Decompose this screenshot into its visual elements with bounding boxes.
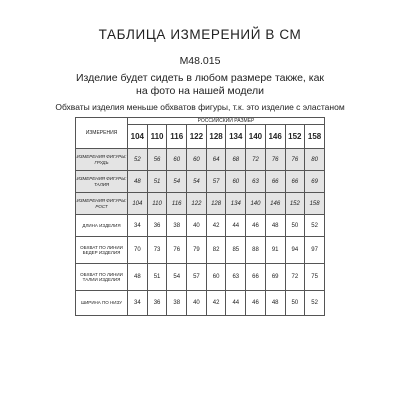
table-cell: 63 — [246, 171, 266, 193]
table-row — [76, 193, 325, 215]
table-cell: 40 — [187, 291, 207, 316]
row-label: ОБХВАТ ПО ЛИНИИ ТАЛИИ ИЗДЕЛИЯ — [76, 264, 128, 291]
table-cell: 64 — [206, 149, 226, 171]
size-table — [75, 117, 325, 316]
table-cell: 36 — [147, 215, 167, 237]
table-row — [76, 215, 325, 237]
table-cell: 73 — [147, 237, 167, 264]
table-cell: 76 — [285, 149, 305, 171]
table-cell: 60 — [167, 149, 187, 171]
table-cell: 66 — [246, 264, 266, 291]
table-cell: 70 — [128, 237, 148, 264]
russian-size-header: РОССИЙСКИЙ РАЗМЕР — [128, 118, 325, 125]
table-cell: 57 — [187, 264, 207, 291]
size-header-cell: 116 — [167, 125, 187, 149]
size-header-cell: 122 — [187, 125, 207, 149]
table-cell: 44 — [226, 291, 246, 316]
table-cell: 44 — [226, 215, 246, 237]
table-cell: 54 — [187, 171, 207, 193]
elastane-note: Обхваты изделия меньше обхватов фигуры, т.к. это изделие с эластаном — [55, 102, 345, 112]
table-cell: 63 — [226, 264, 246, 291]
table-cell: 60 — [187, 149, 207, 171]
table-cell: 52 — [305, 291, 325, 316]
table-cell: 42 — [206, 215, 226, 237]
table-cell: 52 — [305, 215, 325, 237]
row-label: ОБХВАТ ПО ЛИНИИ БЕДЕР ИЗДЕЛИЯ — [76, 237, 128, 264]
table-cell: 68 — [226, 149, 246, 171]
table-cell: 75 — [305, 264, 325, 291]
model-code: M48.015 — [179, 55, 221, 67]
size-header-cell: 110 — [147, 125, 167, 149]
page-title: ТАБЛИЦА ИЗМЕРЕНИЙ В СМ — [98, 27, 302, 42]
size-header-cell: 134 — [226, 125, 246, 149]
table-cell: 48 — [128, 264, 148, 291]
table-cell: 52 — [128, 149, 148, 171]
table-cell: 104 — [128, 193, 148, 215]
table-cell: 46 — [246, 291, 266, 316]
size-header-cell: 146 — [265, 125, 285, 149]
table-cell: 50 — [285, 215, 305, 237]
row-label: ИЗМЕРЕНИЯ ФИГУРЫ: РОСТ — [76, 193, 128, 215]
measurements-header: ИЗМЕРЕНИЯ — [76, 118, 128, 149]
table-row — [76, 291, 325, 316]
table-cell: 128 — [206, 193, 226, 215]
table-cell: 158 — [305, 193, 325, 215]
table-cell: 38 — [167, 215, 187, 237]
table-cell: 46 — [246, 215, 266, 237]
size-header-cell: 152 — [285, 125, 305, 149]
table-cell: 80 — [305, 149, 325, 171]
table-cell: 54 — [167, 171, 187, 193]
table-cell: 76 — [265, 149, 285, 171]
table-cell: 48 — [265, 291, 285, 316]
size-header-cell: 104 — [128, 125, 148, 149]
table-cell: 40 — [187, 215, 207, 237]
table-cell: 76 — [167, 237, 187, 264]
row-label: ДЛИНА ИЗДЕЛИЯ — [76, 215, 128, 237]
table-cell: 69 — [305, 171, 325, 193]
table-row — [76, 237, 325, 264]
table-cell: 60 — [206, 264, 226, 291]
table-row — [76, 264, 325, 291]
table-cell: 34 — [128, 291, 148, 316]
table-row — [76, 149, 325, 171]
table-cell: 57 — [206, 171, 226, 193]
table-cell: 51 — [147, 264, 167, 291]
table-cell: 116 — [167, 193, 187, 215]
table-cell: 36 — [147, 291, 167, 316]
table-cell: 146 — [265, 193, 285, 215]
fit-note: Изделие будет сидеть в любом размере также, как на фото на нашей модели — [75, 72, 325, 97]
table-cell: 50 — [285, 291, 305, 316]
table-cell: 51 — [147, 171, 167, 193]
table-cell: 134 — [226, 193, 246, 215]
table-cell: 110 — [147, 193, 167, 215]
table-group-header-row — [76, 118, 325, 125]
table-cell: 94 — [285, 237, 305, 264]
table-cell: 60 — [226, 171, 246, 193]
table-cell: 88 — [246, 237, 266, 264]
size-header-cell: 128 — [206, 125, 226, 149]
table-cell: 72 — [246, 149, 266, 171]
table-cell: 56 — [147, 149, 167, 171]
table-cell: 66 — [285, 171, 305, 193]
size-header-cell: 158 — [305, 125, 325, 149]
table-cell: 38 — [167, 291, 187, 316]
table-cell: 69 — [265, 264, 285, 291]
size-header-cell: 140 — [246, 125, 266, 149]
table-cell: 48 — [128, 171, 148, 193]
table-cell: 34 — [128, 215, 148, 237]
table-cell: 85 — [226, 237, 246, 264]
table-cell: 48 — [265, 215, 285, 237]
table-cell: 97 — [305, 237, 325, 264]
table-cell: 72 — [285, 264, 305, 291]
row-label: ИЗМЕРЕНИЯ ФИГУРЫ: ГРУДЬ — [76, 149, 128, 171]
table-cell: 140 — [246, 193, 266, 215]
table-cell: 82 — [206, 237, 226, 264]
table-cell: 66 — [265, 171, 285, 193]
table-cell: 152 — [285, 193, 305, 215]
table-cell: 91 — [265, 237, 285, 264]
table-cell: 122 — [187, 193, 207, 215]
row-label: ИЗМЕРЕНИЯ ФИГУРЫ: ТАЛИЯ — [76, 171, 128, 193]
table-cell: 42 — [206, 291, 226, 316]
table-row — [76, 171, 325, 193]
row-label: ШИРИНА ПО НИЗУ — [76, 291, 128, 316]
table-cell: 79 — [187, 237, 207, 264]
table-cell: 54 — [167, 264, 187, 291]
